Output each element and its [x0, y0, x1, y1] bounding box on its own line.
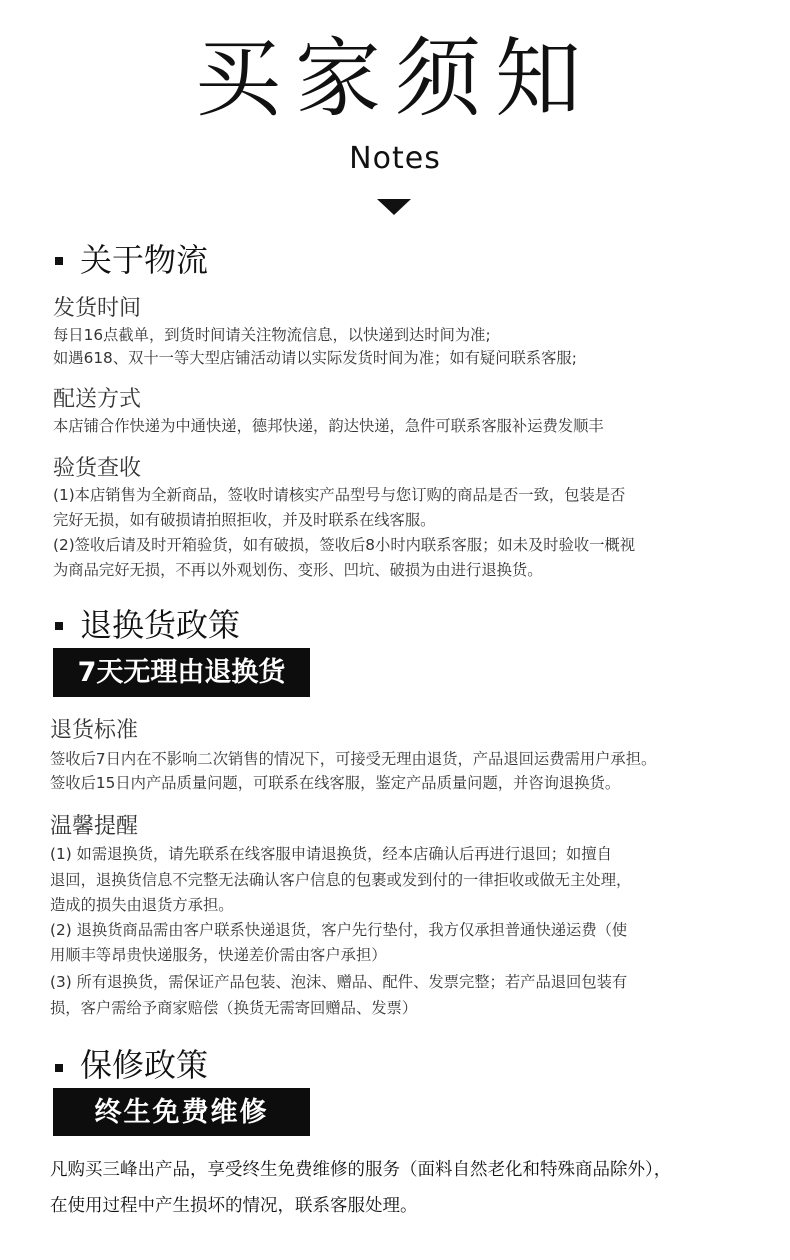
inspection-heading: 验货查收 — [53, 456, 142, 481]
reminder-line: (1) 如需退换货，请先联系在线客服申请退换货，经本店确认后再进行退回；如擅自 — [50, 845, 612, 863]
inspection-line: 为商品完好无损，不再以外观划伤、变形、凹坑、破损为由进行退换货。 — [53, 561, 543, 579]
return-standard-line: 签收后7日内在不影响二次销售的情况下，可接受无理由退货，产品退回运费需用户承担。 — [50, 750, 657, 768]
shipping-time-line: 如遇618、双十一等大型店铺活动请以实际发货时间为准；如有疑问联系客服; — [53, 349, 577, 367]
reminder-line: 造成的损失由退货方承担。 — [50, 896, 234, 914]
page-title: 买家须知 — [195, 29, 595, 129]
section-bullet-icon — [55, 257, 63, 265]
section-title-logistics: 关于物流 — [80, 241, 209, 279]
reminder-heading: 温馨提醒 — [50, 814, 139, 839]
shipping-time-line: 每日16点截单，到货时间请关注物流信息，以快递到达时间为准; — [53, 326, 491, 344]
shipping-time-heading: 发货时间 — [53, 296, 142, 321]
reminder-line: 用顺丰等昂贵快递服务，快递差价需由客户承担） — [50, 946, 387, 964]
returns-badge — [53, 648, 310, 697]
inspection-line: 完好无损，如有破损请拍照拒收，并及时联系在线客服。 — [53, 511, 436, 529]
section-title-returns: 退换货政策 — [80, 606, 241, 644]
inspection-line: (2)签收后请及时开箱验货，如有破损，签收后8小时内联系客服；如未及时验收一概视 — [53, 536, 636, 554]
triangle-down-icon — [377, 199, 411, 215]
page-subtitle: Notes — [349, 141, 441, 176]
inspection-line: (1)本店销售为全新商品，签收时请核实产品型号与您订购的商品是否一致，包装是否 — [53, 486, 626, 504]
section-title-warranty: 保修政策 — [80, 1046, 209, 1084]
warranty-line: 凡购买三峰出产品，享受终生免费维修的服务（面料自然老化和特殊商品除外）， — [50, 1160, 672, 1180]
return-standard-heading: 退货标准 — [50, 718, 139, 743]
warranty-badge-text: 终生免费维修 — [94, 1096, 269, 1128]
return-standard-line: 签收后15日内产品质量问题，可联系在线客服，鉴定产品质量问题，并咨询退换货。 — [50, 774, 621, 792]
reminder-line: 损，客户需给予商家赔偿（换货无需寄回赠品、发票） — [50, 999, 418, 1017]
reminder-line: (2) 退换货商品需由客户联系快递退货，客户先行垫付，我方仅承担普通快递运费（使 — [50, 921, 628, 939]
reminder-line: (3) 所有退换货，需保证产品包装、泡沫、赠品、配件、发票完整；若产品退回包装有 — [50, 973, 628, 991]
delivery-method-line: 本店铺合作快递为中通快递，德邦快递，韵达快递，急件可联系客服补运费发顺丰 — [53, 417, 604, 435]
delivery-method-heading: 配送方式 — [53, 387, 142, 412]
reminder-line: 退回，退换货信息不完整无法确认客户信息的包裹或发到付的一律拒收或做无主处理， — [50, 871, 632, 889]
section-bullet-icon — [55, 622, 63, 630]
warranty-badge — [53, 1088, 310, 1136]
section-bullet-icon — [55, 1064, 63, 1072]
warranty-line: 在使用过程中产生损坏的情况，联系客服处理。 — [50, 1196, 418, 1216]
returns-badge-text: 7天无理由退换货 — [77, 657, 286, 688]
